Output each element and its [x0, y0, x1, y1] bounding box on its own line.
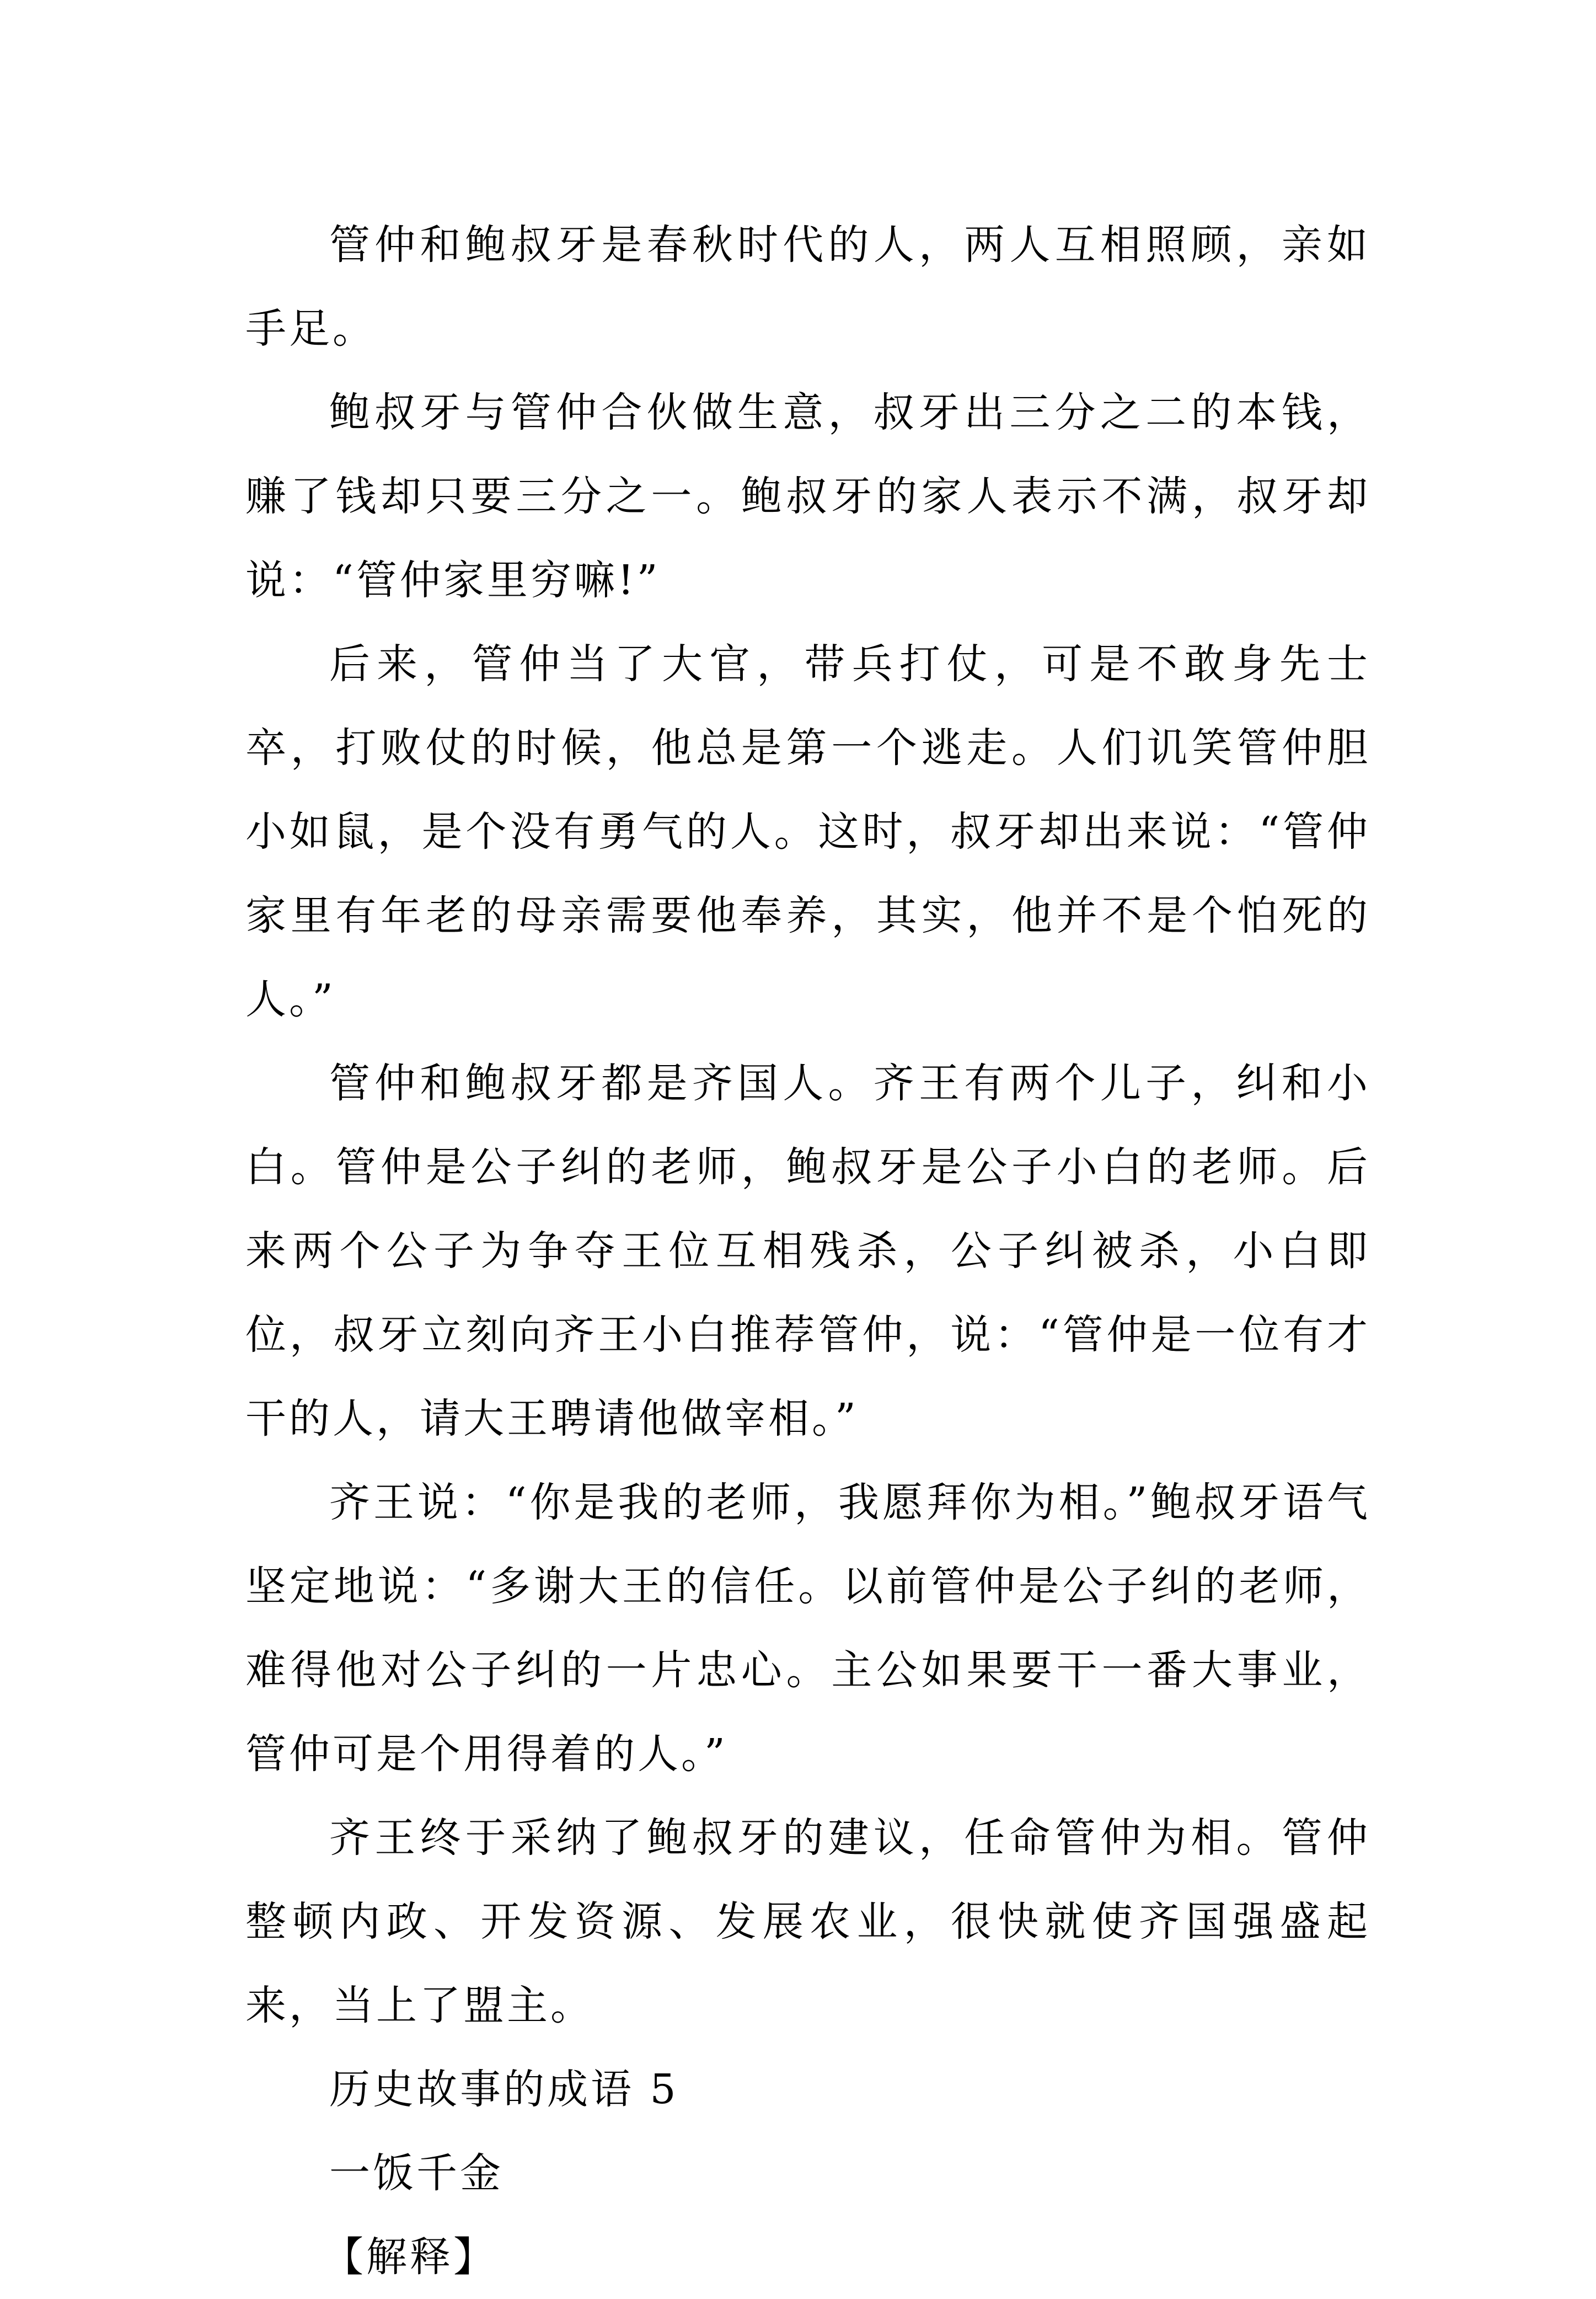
- paragraph-2: 鲍叔牙与管仲合伙做生意，叔牙出三分之二的本钱，赚了钱却只要三分之一。鲍叔牙的家人表示不满，叔牙却说：“管仲家里穷嘛!”: [245, 389, 1370, 604]
- paragraph-5: 齐王说：“你是我的老师，我愿拜你为相。”鲍叔牙语气坚定地说：“多谢大王的信任。以前管仲是公子纠的老师，难得他对公子纠的一片忠心。主公如果要干一番大事业，管仲可是个用得着的人。”: [245, 1479, 1370, 1778]
- document-body: [245, 203, 1370, 2299]
- section-heading: 历史故事的成语 5: [329, 2066, 679, 2113]
- idiom-title: 一饭千金: [329, 2150, 504, 2197]
- paragraph-6: 齐王终于采纳了鲍叔牙的建议，任命管仲为相。管仲整顿内政、开发资源、发展农业，很快就使齐国强盛起来，当上了盟主。: [245, 1814, 1370, 2029]
- explanation-label: 【解释】: [323, 2233, 497, 2281]
- paragraph-4: 管仲和鲍叔牙都是齐国人。齐王有两个儿子，纠和小白。管仲是公子纠的老师，鲍叔牙是公子小白的老师。后来两个公子为争夺王位互相残杀，公子纠被杀，小白即位，叔牙立刻向齐王小白推荐管仲，说：“管仲是一位有才干的人，请大王聘请他做宰相。”: [245, 1060, 1370, 1442]
- paragraph-1: 管仲和鲍叔牙是春秋时代的人，两人互相照顾，亲如手足。: [245, 221, 1370, 352]
- paragraph-3: 后来，管仲当了大官，带兵打仗，可是不敢身先士卒，打败仗的时候，他总是第一个逃走。人们讥笑管仲胆小如鼠，是个没有勇气的人。这时，叔牙却出来说：“管仲家里有年老的母亲需要他奉养，其实，他并不是个怕死的人。”: [245, 640, 1370, 1023]
